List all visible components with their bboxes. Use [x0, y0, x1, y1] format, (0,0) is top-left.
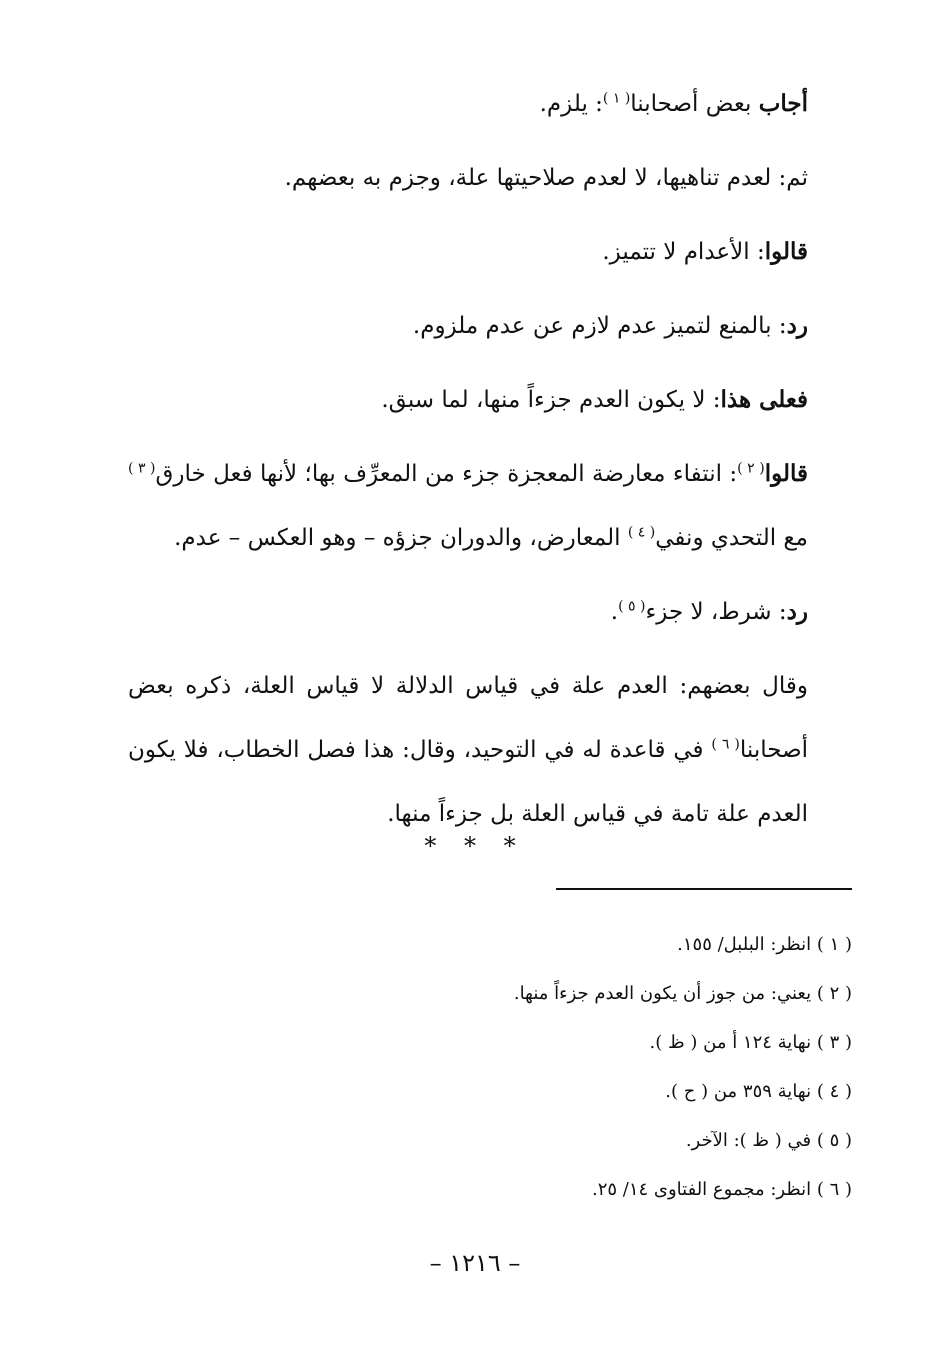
- paragraph-tail: في قاعدة له في التوحيد، وقال: هذا فصل الخطاب، فلا يكون العدم علة تامة في قياس العلة بل جزءاً منها.: [128, 737, 808, 827]
- footnote-rule: [556, 888, 852, 890]
- paragraph: [128, 72, 808, 136]
- paragraph-text: : بالمنع لتميز عدم لازم عن عدم ملزوم.: [412, 313, 787, 339]
- footnote-ref: ( ٣ ): [128, 460, 156, 477]
- footnote: ( ٣ ) نهاية ١٢٤ أ من ( ظ ).: [649, 1032, 852, 1053]
- footnote-ref: ( ١ ): [602, 90, 631, 107]
- footnote: ( ٢ ) يعني: من جوز أن يكون العدم جزءاً منها.: [513, 983, 852, 1004]
- paragraph: [128, 580, 808, 644]
- footnote-ref: ( ٦ ): [711, 736, 740, 753]
- footnote-ref: ( ٢ ): [737, 460, 765, 477]
- paragraph: [128, 220, 808, 284]
- paragraph-tail: .: [610, 599, 619, 625]
- paragraph-lead: فعلى هذا: [720, 386, 808, 413]
- paragraph-lead: أجاب: [758, 90, 808, 117]
- paragraph-lead: قالوا: [764, 238, 808, 265]
- paragraph-text: بعض أصحابنا: [630, 91, 759, 117]
- paragraph-text: : شرط، لا جزء: [645, 599, 787, 625]
- paragraph-tail: : يلزم.: [539, 91, 603, 117]
- paragraph-text: المعارض، والدوران جزؤه – وهو العكس – عدم.: [174, 525, 628, 551]
- page-number: – ١٢١٦ –: [429, 1249, 521, 1277]
- footnote: ( ٥ ) في ( ظ ): الآخر.: [685, 1130, 852, 1151]
- paragraph: [128, 146, 808, 210]
- section-separator: * * *: [424, 832, 526, 860]
- paragraph-lead: قالوا: [764, 460, 808, 487]
- paragraph-text: ثم: لعدم تناهيها، لا لعدم صلاحيتها علة، وجزم به بعضهم.: [284, 165, 808, 191]
- paragraph-text: وقال بعضهم: العدم علة في قياس الدلالة لا قياس العلة، ذكره بعض أصحابنا: [128, 673, 808, 763]
- paragraph-text: : الأعدام لا تتميز.: [602, 239, 765, 265]
- main-text: [128, 72, 808, 846]
- footnote: ( ٤ ) نهاية ٣٥٩ من ( ح ).: [665, 1081, 852, 1102]
- paragraph-text: مع التحدي ونفي: [655, 525, 808, 551]
- paragraph: [128, 442, 808, 570]
- footnote: ( ٦ ) انظر: مجموع الفتاوى ١٤/ ٢٥.: [591, 1179, 852, 1200]
- paragraph-lead: رد: [786, 598, 808, 625]
- paragraph: [128, 654, 808, 846]
- paragraph-text: : لا يكون العدم جزءاً منها، لما سبق.: [381, 387, 721, 413]
- footnote-ref: ( ٥ ): [618, 598, 646, 615]
- footnote: ( ١ ) انظر: البلبل/ ١٥٥.: [677, 934, 852, 955]
- footnote-ref: ( ٤ ): [627, 524, 656, 541]
- paragraph-lead: رد: [786, 312, 808, 339]
- paragraph-text: : انتفاء معارضة المعجزة جزء من المعرِّف بها؛ لأنها فعل خارق: [155, 461, 738, 487]
- footnotes: [300, 920, 852, 1214]
- paragraph: [128, 368, 808, 432]
- paragraph: [128, 294, 808, 358]
